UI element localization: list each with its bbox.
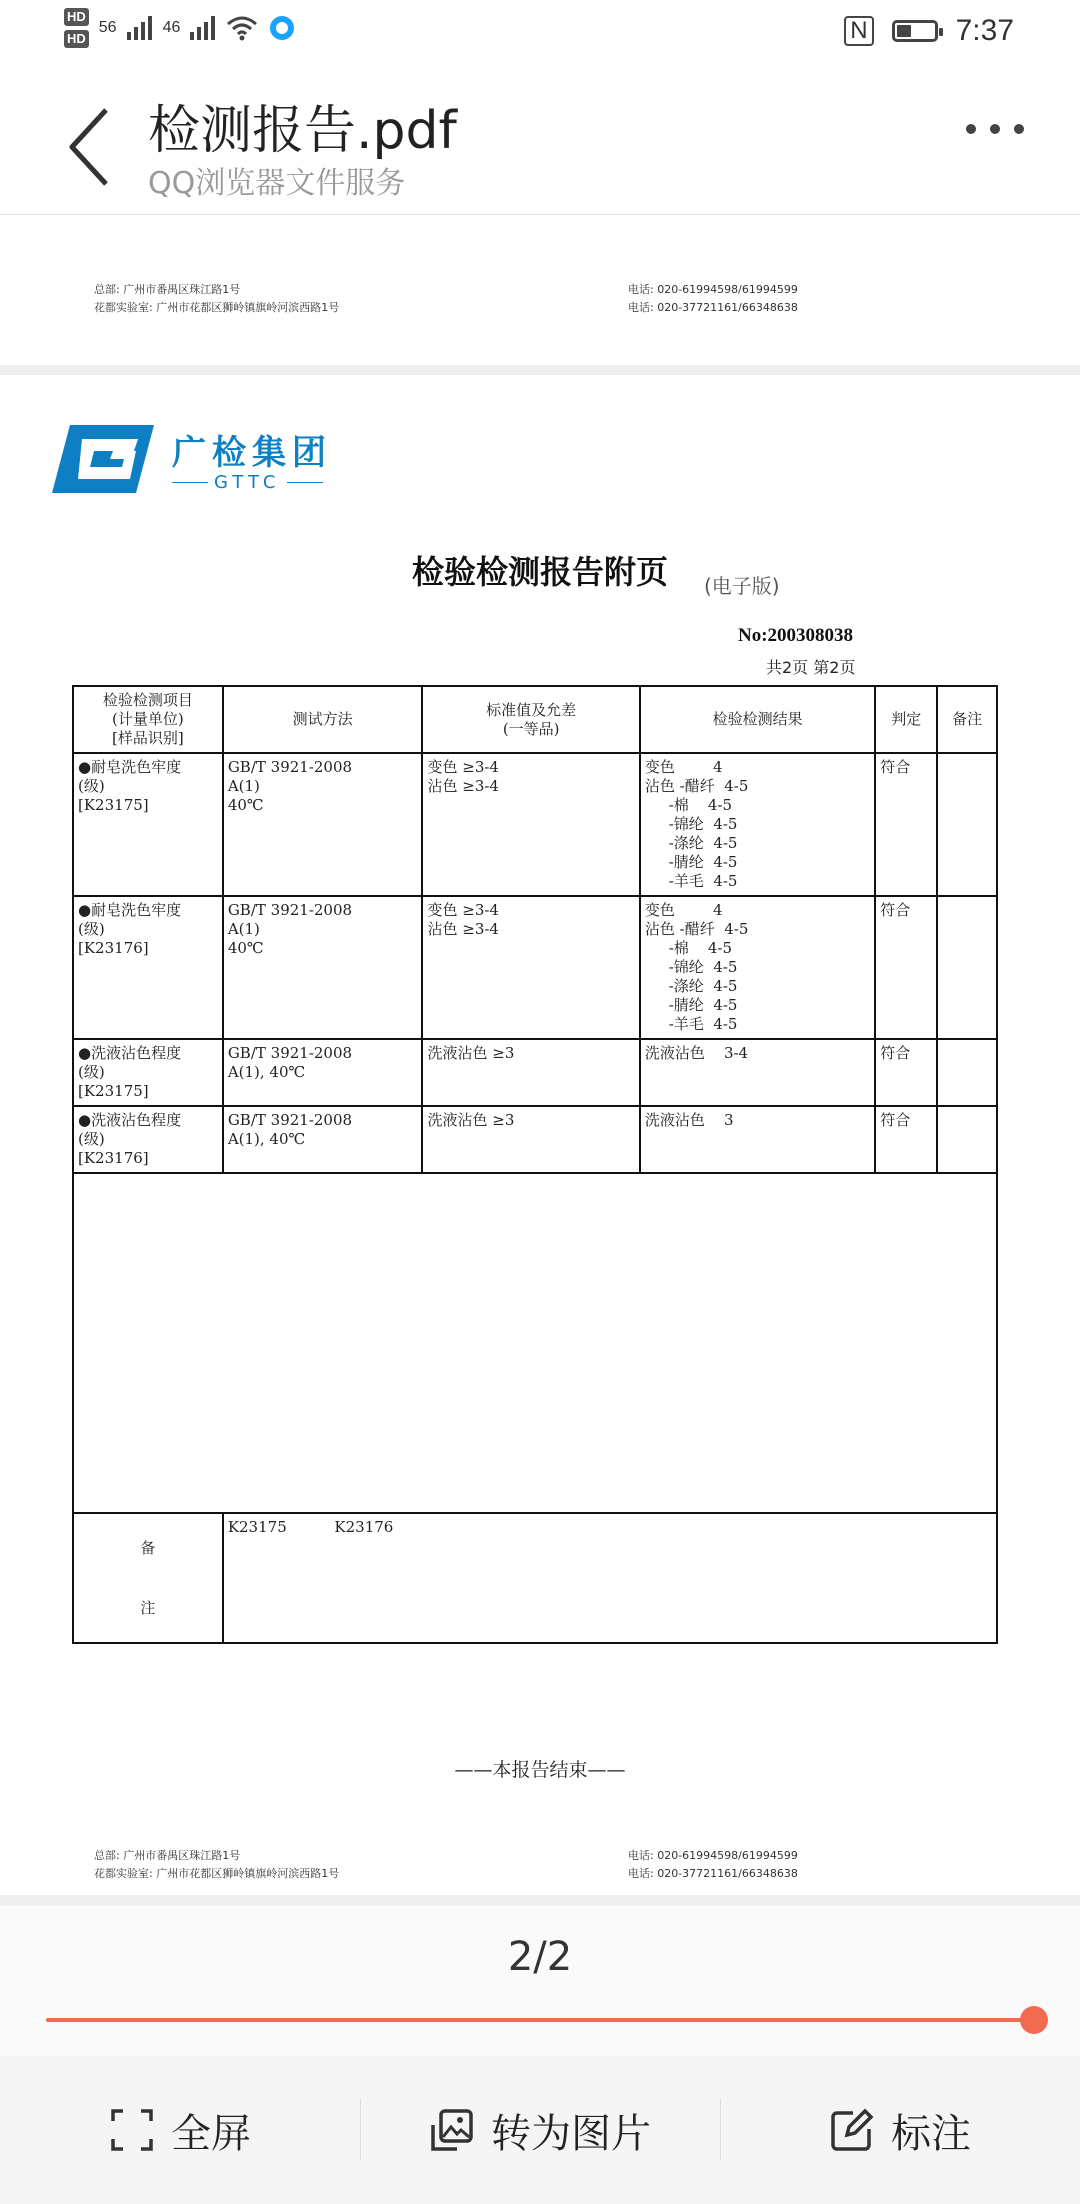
page-slider-thumb[interactable] <box>1020 2006 1048 2034</box>
table-cell-item: ●洗液沾色程度 (级) [K23175] <box>73 1039 223 1106</box>
pdf-page-1-tail <box>0 215 1080 365</box>
footer-tel-1: 电话: 020-61994598/61994599 <box>628 1849 798 1862</box>
pager <box>0 1906 1080 2056</box>
table-blank-cell <box>73 1173 997 1513</box>
table-cell-item: ●耐皂洗色牢度 (级) [K23176] <box>73 896 223 1039</box>
table-cell-standard: 洗液沾色 ≥3 <box>422 1039 639 1106</box>
signal-icon-2 <box>190 16 216 40</box>
gttc-logo-icon <box>52 425 154 493</box>
table-cell-remark <box>937 896 997 1039</box>
table-cell-method: GB/T 3921-2008 A(1) 40℃ <box>223 896 423 1039</box>
footer-lab: 花都实验室: 广州市花都区狮岭镇旗岭河滨西路1号 <box>94 1867 340 1880</box>
network-label-1: 56 <box>98 19 117 36</box>
hd-badge-1: HD <box>64 8 89 26</box>
annotate-button[interactable] <box>720 2056 1080 2204</box>
footer-lab: 花都实验室: 广州市花都区狮岭镇旗岭河滨西路1号 <box>94 301 340 314</box>
report-tag: (电子版) <box>704 574 780 598</box>
page-slider[interactable] <box>46 2018 1034 2022</box>
status-left <box>64 8 296 48</box>
status-right <box>844 14 1014 48</box>
image-convert-icon <box>429 2107 475 2153</box>
report-end: ——本报告结束—— <box>454 1759 626 1781</box>
convert-to-image-button[interactable] <box>360 2056 720 2204</box>
table-header-row <box>73 686 997 753</box>
note-row <box>73 1513 997 1643</box>
more-menu-icon[interactable] <box>966 124 1024 134</box>
table-cell-standard: 洗液沾色 ≥3 <box>422 1106 639 1173</box>
pdf-page-2 <box>0 375 1080 1895</box>
table-header-cell: 标准值及允差 (一等品) <box>422 686 639 753</box>
table-cell-remark <box>937 753 997 896</box>
footer-tel-1: 电话: 020-61994598/61994599 <box>628 283 798 296</box>
hd-badges <box>64 8 89 48</box>
note-text: K23175 K23176 <box>223 1513 997 1643</box>
fullscreen-label: 全屏 <box>171 2110 251 2157</box>
brand-en-text: GTTC <box>214 472 281 493</box>
table-cell-verdict: 符合 <box>875 753 937 896</box>
edit-icon <box>829 2107 875 2153</box>
bottom-toolbar <box>0 2056 1080 2204</box>
table-row <box>73 1039 997 1106</box>
network-label-2: 46 <box>162 19 181 36</box>
table-cell-standard: 变色 ≥3-4 沾色 ≥3-4 <box>422 753 639 896</box>
table-row <box>73 896 997 1039</box>
pdf-viewport[interactable] <box>0 215 1080 1905</box>
table-cell-standard: 变色 ≥3-4 沾色 ≥3-4 <box>422 896 639 1039</box>
table-blank-row <box>73 1173 997 1513</box>
table-header-cell: 判定 <box>875 686 937 753</box>
table-cell-remark <box>937 1106 997 1173</box>
table-header-cell: 检验检测结果 <box>640 686 875 753</box>
signal-icon <box>127 16 153 40</box>
table-cell-method: GB/T 3921-2008 A(1), 40℃ <box>223 1039 423 1106</box>
footer-hq: 总部: 广州市番禺区珠江路1号 <box>94 1849 241 1862</box>
table-row <box>73 753 997 896</box>
table-cell-verdict: 符合 <box>875 1039 937 1106</box>
table-cell-result: 洗液沾色 3 <box>640 1106 875 1173</box>
page-slider-fill <box>46 2018 1034 2022</box>
status-bar <box>0 0 1080 64</box>
document-title: 检测报告.pdf <box>148 101 457 161</box>
footer-tel-2: 电话: 020-37721161/66348638 <box>628 1867 798 1880</box>
app-bar <box>0 64 1080 215</box>
report-page-info: 共2页 第2页 <box>766 658 856 677</box>
wifi-icon <box>226 15 258 41</box>
qq-browser-icon <box>268 14 296 42</box>
nfc-icon: N <box>844 16 873 46</box>
table-cell-method: GB/T 3921-2008 A(1) 40℃ <box>223 753 423 896</box>
fullscreen-icon <box>109 2107 155 2153</box>
table-cell-result: 变色 4 沾色 -醋纤 4-5 -棉 4-5 -锦纶 4-5 -涤纶 4-5 -腈纶 4-5 -羊毛 4-5 <box>640 753 875 896</box>
back-arrow-icon[interactable] <box>62 102 118 192</box>
table-header-cell: 检验检测项目 (计量单位) [样品识别] <box>73 686 223 753</box>
report-number: No:200308038 <box>738 625 854 646</box>
note-label: 备 注 <box>73 1513 223 1643</box>
brand-name-en <box>172 472 323 493</box>
battery-icon <box>892 20 938 42</box>
table-cell-verdict: 符合 <box>875 1106 937 1173</box>
report-title: 检验检测报告附页 <box>411 553 668 591</box>
table-header-cell: 备注 <box>937 686 997 753</box>
table-cell-verdict: 符合 <box>875 896 937 1039</box>
results-table <box>72 685 998 1644</box>
table-header-cell: 测试方法 <box>223 686 423 753</box>
table-row <box>73 1106 997 1173</box>
footer-hq: 总部: 广州市番禺区珠江路1号 <box>94 283 241 296</box>
table-cell-remark <box>937 1039 997 1106</box>
annotate-label: 标注 <box>891 2110 971 2157</box>
table-cell-result: 洗液沾色 3-4 <box>640 1039 875 1106</box>
convert-to-image-label: 转为图片 <box>491 2110 651 2157</box>
footer-tel-2: 电话: 020-37721161/66348638 <box>628 301 798 314</box>
table-cell-result: 变色 4 沾色 -醋纤 4-5 -棉 4-5 -锦纶 4-5 -涤纶 4-5 -腈纶 4-5 -羊毛 4-5 <box>640 896 875 1039</box>
table-cell-item: ●洗液沾色程度 (级) [K23176] <box>73 1106 223 1173</box>
table-cell-method: GB/T 3921-2008 A(1), 40℃ <box>223 1106 423 1173</box>
document-subtitle: QQ浏览器文件服务 <box>148 166 406 201</box>
hd-badge-2: HD <box>64 30 89 48</box>
fullscreen-button[interactable] <box>0 2056 360 2204</box>
page-indicator: 2/2 <box>507 1934 573 1980</box>
battery-level <box>897 25 911 37</box>
brand-name-cn: 广检集团 <box>172 433 332 473</box>
clock: 7:37 <box>955 14 1014 47</box>
table-cell-item: ●耐皂洗色牢度 (级) [K23175] <box>73 753 223 896</box>
